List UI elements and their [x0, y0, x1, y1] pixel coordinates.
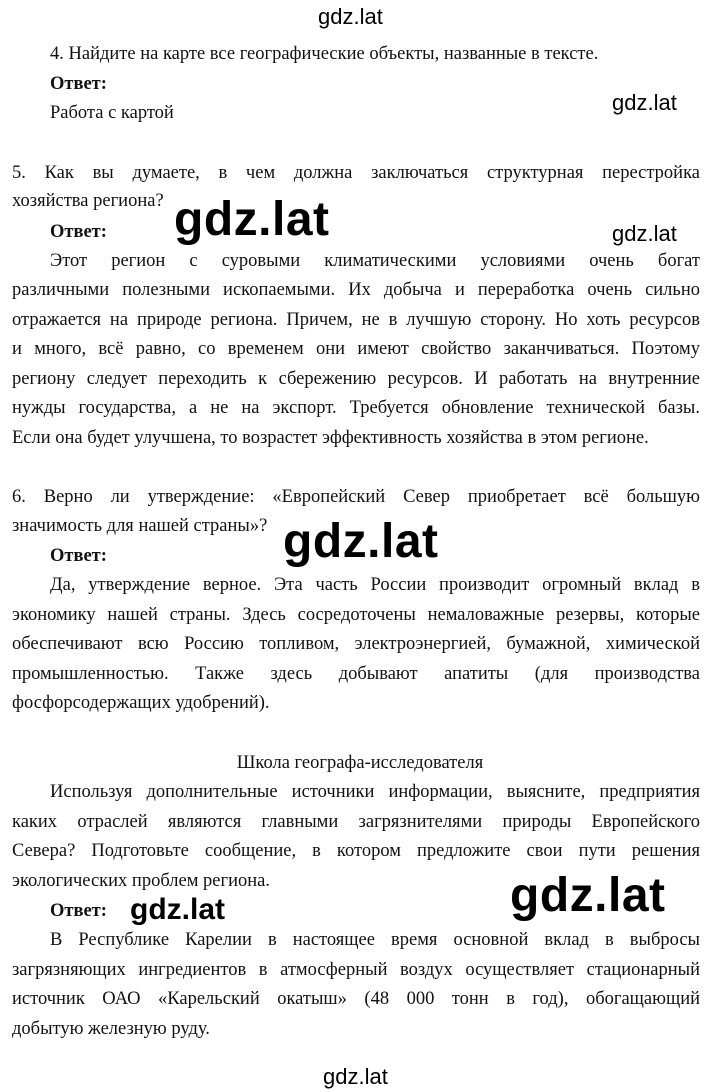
q6-question-line: 6. Верно ли утверждение: «Европейский Север приобретает всё большую — [12, 487, 700, 507]
school-answer-line: В Республике Карелии в настоящее время основной вклад в выбросы — [50, 930, 700, 950]
school-answer-line: добытую железную руду. — [12, 1019, 210, 1039]
q5-answer-line: и много, всё равно, со временем они имеют свойство заканчиваться. Поэтому — [12, 339, 700, 359]
q5-answer-label: Ответ: — [50, 222, 107, 242]
q5-answer-line: отражается на природе региона. Причем, не в лучшую сторону. Но хоть ресурсов — [12, 310, 700, 330]
watermark-text: gdz.lat — [510, 869, 666, 922]
school-heading: Школа географа-исследователя — [236, 753, 484, 773]
q5-question-line: хозяйства региона? — [12, 191, 164, 211]
q6-answer-line: экономику нашей страны. Здесь сосредоточены немаловажные резервы, которые — [12, 605, 700, 625]
q5-answer-line: Этот регион с суровыми климатическими условиями очень богат — [50, 251, 700, 271]
watermark-text: gdz.lat — [612, 90, 677, 115]
watermark-text: gdz.lat — [283, 515, 439, 568]
q6-answer-line: обеспечивают всю Россию топливом, электроэнергией, бумажной, химической — [12, 634, 700, 654]
q5-answer-line: региону следует переходить к сбережению ресурсов. И работать на внутренние — [12, 369, 700, 389]
watermark-text: gdz.lat — [323, 1064, 388, 1089]
q5-answer-line: Если она будет улучшена, то возрастет эффективность хозяйства в этом регионе. — [12, 428, 649, 448]
q6-answer-line: промышленностью. Также здесь добывают апатиты (для производства — [12, 664, 700, 684]
q4-answer-label: Ответ: — [50, 74, 107, 94]
q6-answer-label: Ответ: — [50, 546, 107, 566]
school-task-line: Севера? Подготовьте сообщение, в котором предложите свои пути решения — [12, 841, 700, 861]
school-task-line: каких отраслей являются главными загрязнителями природы Европейского — [12, 812, 700, 832]
school-answer-label: Ответ: — [50, 901, 107, 921]
q4-answer: Работа с картой — [50, 103, 174, 123]
school-answer-line: источник ОАО «Карельский окатыш» (48 000 тонн в год), обогащающий — [12, 989, 700, 1009]
school-task-line: экологических проблем региона. — [12, 871, 270, 891]
q6-answer-line: фосфорсодержащих удобрений). — [12, 693, 270, 713]
school-answer-line: загрязняющих ингредиентов в атмосферный воздух осуществляет стационарный — [12, 960, 700, 980]
watermark-text: gdz.lat — [174, 193, 330, 246]
school-task-line: Используя дополнительные источники информации, выясните, предприятия — [50, 782, 700, 802]
watermark-text: gdz.lat — [130, 893, 225, 926]
q6-answer-line: Да, утверждение верное. Эта часть России производит огромный вклад в — [50, 575, 700, 595]
watermark-text: gdz.lat — [612, 221, 677, 246]
q5-answer-line: нужды государства, а не на экспорт. Требуется обновление технической базы. — [12, 398, 700, 418]
q4-question: 4. Найдите на карте все географические объекты, названные в тексте. — [50, 44, 599, 64]
q5-answer-line: различными полезными ископаемыми. Их добыча и переработка очень сильно — [12, 280, 700, 300]
q6-question-line: значимость для нашей страны»? — [12, 516, 268, 536]
q5-question-line: 5. Как вы думаете, в чем должна заключаться структурная перестройка — [12, 163, 700, 183]
watermark-text: gdz.lat — [318, 4, 383, 29]
